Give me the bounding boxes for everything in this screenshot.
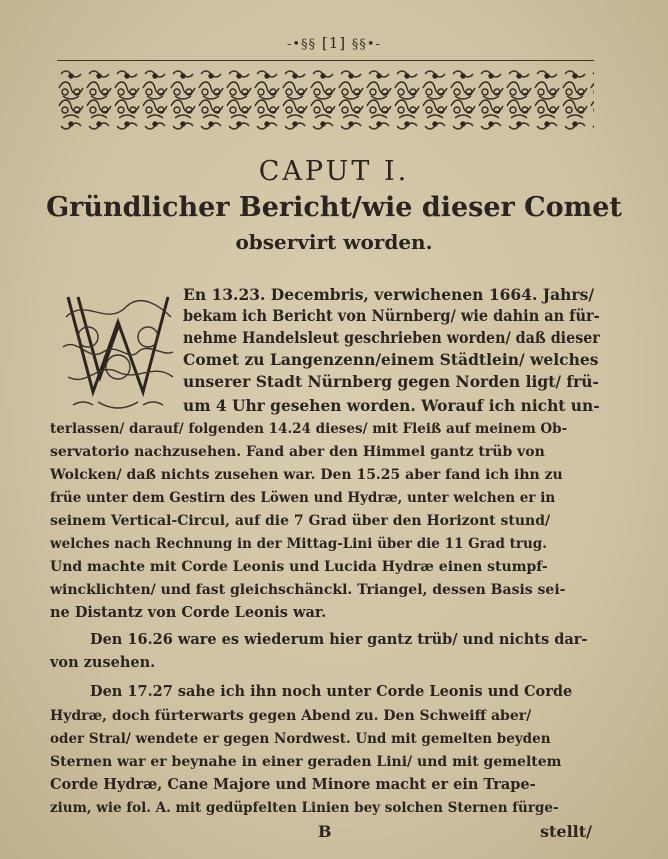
text-line-22: Corde Hydræ, Cane Majore und Minore macht er ein Trape- [50,776,536,793]
text-line-11: seinem Vertical-Circul, auf die 7 Grad über den Horizont stund/ [50,513,551,529]
text-line-17: von zusehen. [50,654,156,671]
signature-mark: B [318,822,332,841]
text-line-19: Hydræ, doch fürterwarts gegen Abend zu. Den Schweiff aber/ [50,708,532,724]
text-line-23: zium, wie fol. A. mit gedüpfelten Linien bey solchen Sternen fürge- [50,800,559,816]
text-line-2: bekam ich Bericht von Nürnberg/ wie dahin an für- [183,306,600,325]
decorated-initial-w [58,277,178,417]
page-number: [1] [321,34,347,52]
text-line-21: Sternen war er beynahe in einer geraden Lini/ und mit gemeltem [50,754,562,770]
text-line-16: Den 16.26 ware es wiederum hier gantz trüb/ und nichts dar- [90,631,588,648]
text-line-10: früe unter dem Gestirn des Löwen und Hydræ, unter welchen er in [50,490,556,506]
text-line-8: servatorio nachzusehen. Fand aber den Himmel gantz trüb von [50,444,545,460]
text-line-14: wincklichten/ und fast gleichschänckl. Triangel, dessen Basis sei- [50,582,566,598]
text-line-7: terlassen/ darauf/ folgenden 14.24 dieses/ mit Fleiß auf meinem Ob- [50,421,568,437]
page-number-line [0,34,668,52]
text-line-6: um 4 Uhr gesehen worden. Worauf ich nicht un- [183,396,600,415]
text-line-9: Wolcken/ daß nichts zusehen war. Den 15.25 aber fand ich ihn zu [50,467,563,483]
text-line-4: Comet zu Langenzenn/einem Städtlein/ welches [183,350,599,369]
text-line-15: ne Distantz von Corde Leonis war. [50,604,327,621]
text-line-5: unserer Stadt Nürnberg gegen Norden ligt/ frü- [183,372,599,391]
text-line-18: Den 17.27 sahe ich ihn noch unter Corde Leonis und Corde [90,683,573,700]
text-line-13: Und machte mit Corde Leonis und Lucida Hydræ einen stumpf- [50,559,548,575]
text-line-1: En 13.23. Decembris, verwichenen 1664. Jahrs/ [183,285,594,304]
text-line-12: welches nach Rechnung in der Mittag-Lini über die 11 Grad trug. [50,536,547,552]
header-ornament-right: §§•- [351,37,381,52]
chapter-title-line1: Gründlicher Bericht/wie dieser Comet [46,192,622,223]
catchword: stellt/ [540,822,592,841]
header-ornament-left: -•§§ [287,37,317,52]
chapter-title-line2: observirt worden. [235,230,433,254]
chapter-heading: CAPUT I. [258,156,410,187]
ornamental-border [57,66,594,134]
text-line-20: oder Stral/ wendete er gegen Nordwest. Und mit gemelten beyden [50,731,551,747]
top-rule [57,60,594,61]
text-line-3: nehme Handelsleut geschrieben worden/ daß dieser [183,328,600,347]
